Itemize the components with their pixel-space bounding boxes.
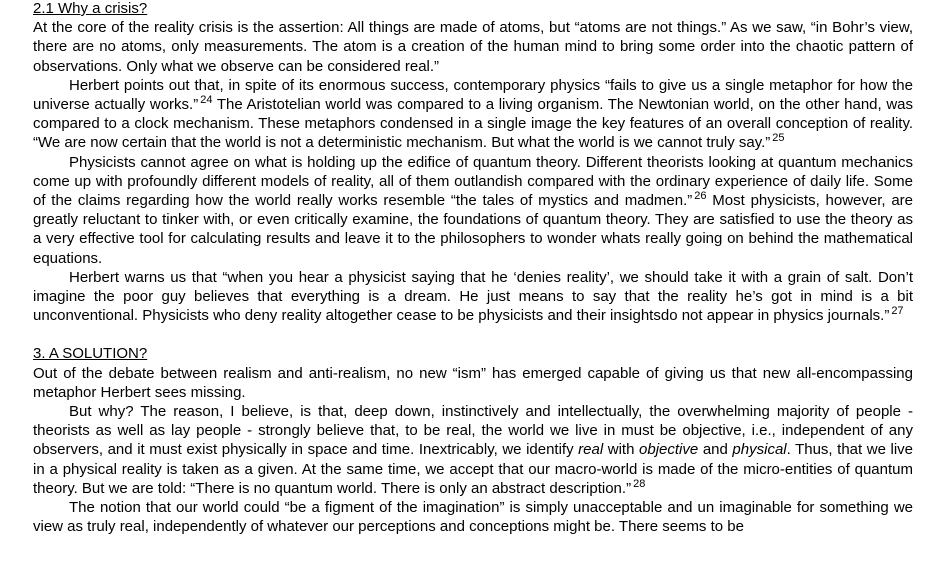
paragraph-figment	[33, 498, 913, 536]
document-page	[33, 0, 913, 536]
paragraph-but-why	[33, 402, 913, 498]
footnote-ref-24[interactable]: 24	[200, 94, 213, 107]
footnote-ref-26[interactable]: 26	[694, 190, 707, 203]
paragraph-herbert-metaphor	[33, 76, 913, 153]
paragraph-text: and	[702, 441, 728, 459]
paragraph-text: The Aristotelian world was compared to a living organism. The Newtonian world, on the other hand, was compared to a clock mechanism. These metaphors condensed in a single image the key features of an overall conception of reality. “We are now certain that the world is not a deterministic mechanism. But what the world is we cannot truly say.”	[33, 96, 913, 152]
paragraph-text: Herbert points out that, in spite of its enormous success, contemporary physics “fails to give us a single metaphor for how the universe actually works.”	[33, 76, 913, 114]
paragraph-herbert-warns	[33, 268, 913, 326]
paragraph-text: Physicists cannot agree on what is holding up the edifice of quantum theory. Different theorists looking at quantum mechanics come up with profoundly different models of reality, all of them outlandish compared with the ordinary experience of daily life. Some of the claims regarding how the world really works resemble “the tales of mystics and madmen.”	[33, 153, 913, 210]
paragraph-text: The notion that our world could “be a figment of the imagination” is simply unacceptable and un imaginable for something we view as truly real, independently of whatever our perceptions and conceptions might be. There seems to be	[33, 499, 913, 536]
paragraph-text: Out of the debate between realism and anti-realism, no new “ism” has emerged capable of giving us that new all-encompassing metaphor Herbert sees missing.	[33, 364, 913, 401]
section-heading-why-a-crisis: 2.1 Why a crisis?	[33, 0, 148, 17]
footnote-ref-28[interactable]: 28	[633, 477, 646, 490]
paragraph-text: . Thus, that we live in a physical reality is taken as a given. At the same time, we accept that our macro-world is made of the micro-entities of quantum theory. But we are told: “There is no quantum world. There is only an abstract description.”	[33, 441, 914, 497]
paragraph-text: Herbert warns us that “when you hear a physicist saying that he ‘denies reality’, we should take it with a grain of salt. Don’t imagine the poor guy believes that everything is a dream. He just means to say that the reality he’s got in mind is a bit unconventional. Physicists who deny reality altogether cease to be physicists and their insightsdo not appear in physics journals.”	[33, 268, 913, 325]
section-heading-a-solution: 3. A SOLUTION?	[33, 345, 148, 363]
paragraph-text: with	[607, 441, 635, 459]
footnote-ref-27[interactable]: 27	[891, 305, 904, 318]
emphasis-physical: physical	[732, 441, 787, 459]
section-spacer	[33, 325, 913, 344]
emphasis-real: real	[578, 441, 604, 459]
paragraph-realism-debate	[33, 364, 913, 402]
paragraph-text: But why? The reason, I believe, is that, deep down, instinctively and intellectually, the overwhelming majority of people - theorists as well as lay people - strongly believe that, to be real, the world we live in must be objective, i.e., independent of any observers, and it must exist physically in space and time. Inextricably, we identify	[33, 403, 913, 459]
paragraph-reality-crisis	[33, 18, 913, 76]
paragraph-text: At the core of the reality crisis is the assertion: All things are made of atoms, but “atoms are not things.” As we saw, “in Bohr’s view, there are no atoms, only measurements. The atom is a creation of the human mind to bring some order into the chaotic pattern of observations. Only what we observe can be considered real.”	[33, 19, 913, 75]
emphasis-objective: objective	[639, 441, 699, 459]
footnote-ref-25[interactable]: 25	[772, 132, 785, 145]
paragraph-physicists-disagree	[33, 153, 913, 268]
paragraph-text: Most physicists, however, are greatly reluctant to tinker with, or even critically examine, the foundations of quantum theory. They are satisfied to use the theory as a very effective tool for calculating results and leave it to the philosophers to wonder whats really going on behind the mathematical equations.	[33, 192, 914, 267]
